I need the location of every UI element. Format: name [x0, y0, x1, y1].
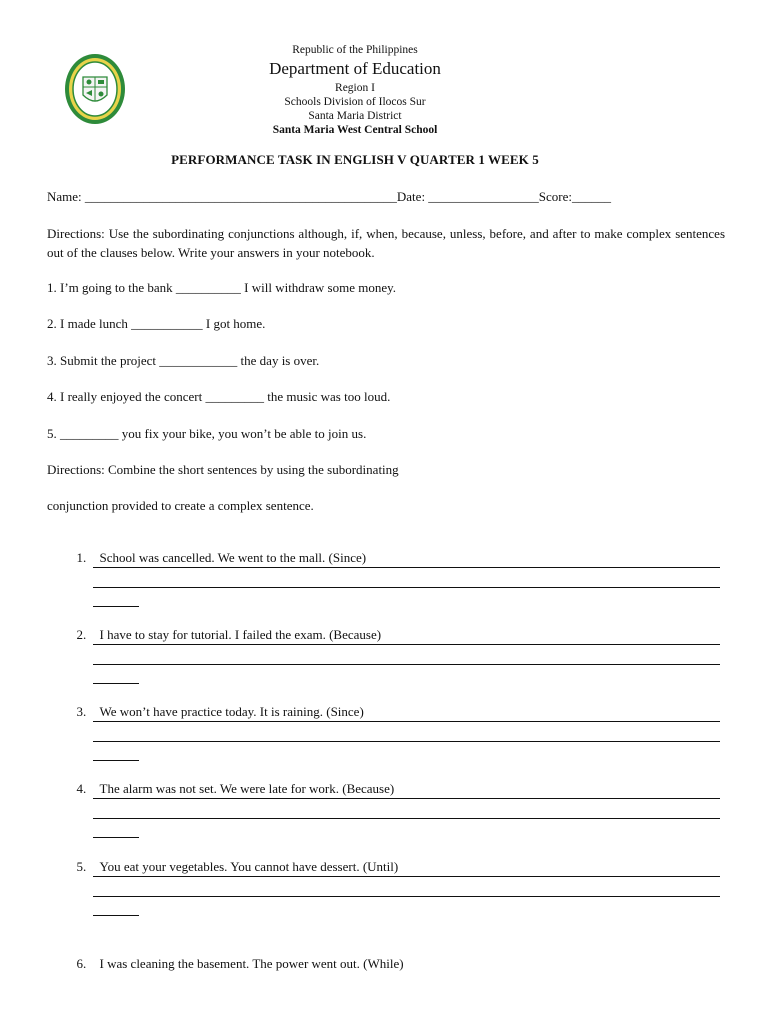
directions-part-2-line-2: conjunction provided to create a complex sentence.	[47, 498, 314, 513]
division-text: Schools Division of Ilocos Sur	[284, 95, 426, 108]
part2-item	[70, 940, 404, 972]
part2-item	[70, 534, 366, 566]
answer-line-short	[93, 760, 139, 761]
directions-part-2-line-1: Directions: Combine the short sentences by using the subordinating	[47, 462, 399, 477]
answer-line	[93, 721, 720, 722]
answer-line	[93, 798, 720, 799]
answer-line	[93, 567, 720, 568]
name-date-score-line: Name: ________________________________________________Date: _________________Score:______	[47, 189, 612, 204]
answer-line	[93, 896, 720, 897]
item-text: You eat your vegetables. You cannot have dessert. (Until)	[99, 859, 399, 874]
item-text: The alarm was not set. We were late for work. (Because)	[99, 781, 395, 796]
answer-line-short	[93, 606, 139, 607]
part1-item-5: 5. _________ you fix your bike, you won’t be able to join us.	[47, 426, 367, 441]
worksheet-title: PERFORMANCE TASK IN ENGLISH V QUARTER 1 WEEK 5	[171, 152, 539, 167]
answer-line	[93, 876, 720, 877]
item-text: School was cancelled. We went to the mall. (Since)	[99, 550, 367, 565]
part2-item	[70, 843, 398, 875]
school-name: Santa Maria West Central School	[272, 123, 438, 136]
answer-line	[93, 664, 720, 665]
answer-line-short	[93, 683, 139, 684]
part1-item-2: 2. I made lunch ___________ I got home.	[47, 316, 266, 331]
item-number: 3.	[76, 704, 87, 719]
item-number: 4.	[76, 781, 87, 796]
district-text: Santa Maria District	[308, 109, 402, 122]
answer-line	[93, 741, 720, 742]
republic-text: Republic of the Philippines	[292, 44, 418, 56]
part2-item	[70, 765, 394, 797]
item-number: 1.	[76, 550, 87, 565]
part2-item	[70, 611, 381, 643]
answer-line	[93, 644, 720, 645]
item-number: 2.	[76, 627, 87, 642]
item-number: 6.	[76, 956, 87, 971]
answer-line	[93, 587, 720, 588]
part1-item-1: 1. I’m going to the bank __________ I will withdraw some money.	[47, 280, 397, 295]
answer-line-short	[93, 837, 139, 838]
directions-part-1: Directions: Use the subordinating conjunctions although, if, when, because, unless, before, and after to make complex sentences out of the clauses below. Write your answers in your notebook.	[47, 226, 725, 260]
part2-item	[70, 688, 364, 720]
item-number: 5.	[76, 859, 87, 874]
letterhead	[0, 44, 710, 137]
item-text: I was cleaning the basement. The power went out. (While)	[99, 956, 404, 971]
part1-item-3: 3. Submit the project ____________ the day is over.	[47, 353, 320, 368]
item-text: We won’t have practice today. It is raining. (Since)	[99, 704, 364, 719]
region-text: Region I	[335, 82, 375, 95]
department-title: Department of Education	[269, 58, 441, 78]
answer-line	[93, 818, 720, 819]
answer-line-short	[93, 915, 139, 916]
part1-item-4: 4. I really enjoyed the concert _________ the music was too loud.	[47, 389, 391, 404]
item-text: I have to stay for tutorial. I failed the exam. (Because)	[99, 627, 382, 642]
